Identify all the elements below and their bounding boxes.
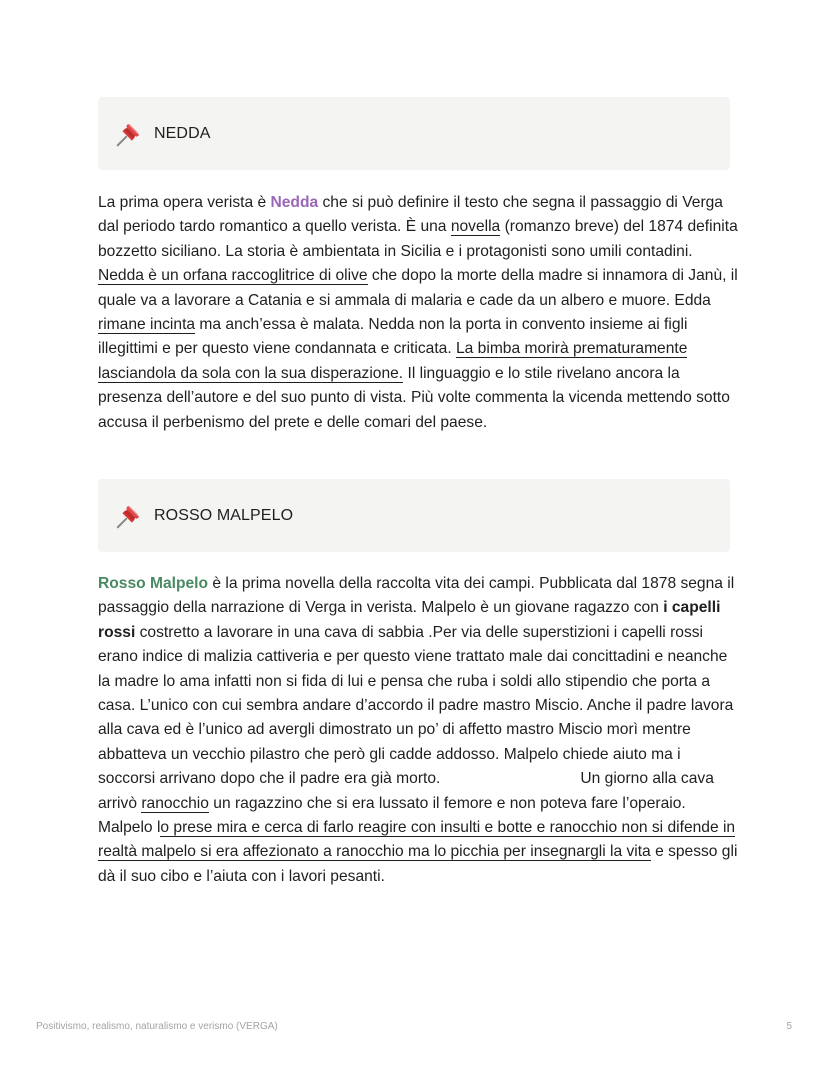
bold-text: i capelli rossi: [98, 599, 721, 641]
underlined-text: Nedda è un orfana raccoglitrice di olive: [98, 267, 368, 285]
paragraph-text: e spesso gli dà il suo cibo e l’aiuta con i lavori pesanti.: [98, 843, 738, 885]
pushpin-icon: [114, 119, 144, 149]
underlined-text: o prese mira e cerca di farlo reagire con insulti e botte e ranocchio non si difende in realtà malpelo si era affezionato a ranocchio ma lo picchia per insegnargli la vita: [98, 819, 736, 861]
section-title: ROSSO MALPELO: [154, 506, 294, 524]
paragraph-text: ma anch’essa è malata. Nedda non la porta in convento insieme ai figli illegittimi e per questo viene condannata e criticata.: [98, 316, 688, 358]
pushpin-icon: [114, 501, 144, 531]
nedda-paragraph: [98, 191, 738, 435]
underlined-text: novella: [450, 218, 501, 236]
underlined-text: ranocchio: [141, 794, 209, 812]
paragraph-text: costretto a lavorare in una cava di sabbia .Per via delle superstizioni i capelli rossi erano indice di malizia cattiveria e per questo viene trattato male dai concittadini e neanche la madre lo ama infatti non si fida di lui e pensa che ruba i soldi allo stipendio che porta a casa. L’unico con cui sembra andare d’accordo il padre mastro Miscio. Anche il padre lavora alla cava ed è l’unico ad avergli dimostrato un po’ di affetto mastro Miscio morì mentre abbatteva un vecchio pilastro che però gli cadde addosso. Malpelo chiede aiuto ma i soccorsi arrivano dopo che il padre era già morto.: [98, 623, 734, 788]
paragraph-text: (romanzo breve) del 1874 definita bozzetto siciliano. La storia è ambientata in Sicilia e i protagonisti sono umili contadini.: [98, 218, 738, 260]
paragraph-text: Il linguaggio e lo stile rivelano ancora la presenza dell’autore e del suo punto di vista. Più volte commenta la vicenda mettendo sotto accusa il perbenismo del prete e delle comari del paese.: [98, 364, 730, 431]
underlined-text: rimane incinta: [98, 316, 196, 334]
underlined-text: La bimba morirà prematuramente lasciandola da sola con la sua disperazione.: [98, 340, 688, 382]
paragraph-text: un ragazzino che si era lussato il femore e non poteva fare l’operaio. Malpelo l: [98, 794, 686, 837]
highlighted-term: Nedda: [270, 194, 319, 211]
rosso-malpelo-paragraph: [98, 572, 738, 889]
paragraph-text: Un giorno alla cava arrivò: [98, 770, 714, 812]
footer-title: Positivismo, realismo, naturalismo e verismo (VERGA): [36, 1021, 278, 1032]
callout-nedda: [98, 97, 730, 170]
page-number: 5: [786, 1021, 792, 1032]
paragraph-text: che dopo la morte della madre si innamora di Janù, il quale va a lavorare a Catania e si ammala di malaria e cade da un albero e muore. Edda: [98, 267, 738, 309]
paragraph-text: è la prima novella della raccolta vita dei campi. Pubblicata dal 1878 segna il passaggio della narrazione di Verga in verista. Malpelo è un giovane ragazzo con: [98, 575, 735, 617]
section-title: NEDDA: [154, 124, 211, 142]
highlighted-term: Rosso Malpelo: [98, 575, 209, 592]
paragraph-text: La prima opera verista è: [98, 194, 271, 211]
paragraph-text: che si può definire il testo che segna il passaggio di Verga dal periodo tardo romantico a quello verista. È una: [98, 194, 723, 236]
callout-rosso-malpelo: [98, 479, 730, 552]
page-footer: [36, 1021, 792, 1032]
